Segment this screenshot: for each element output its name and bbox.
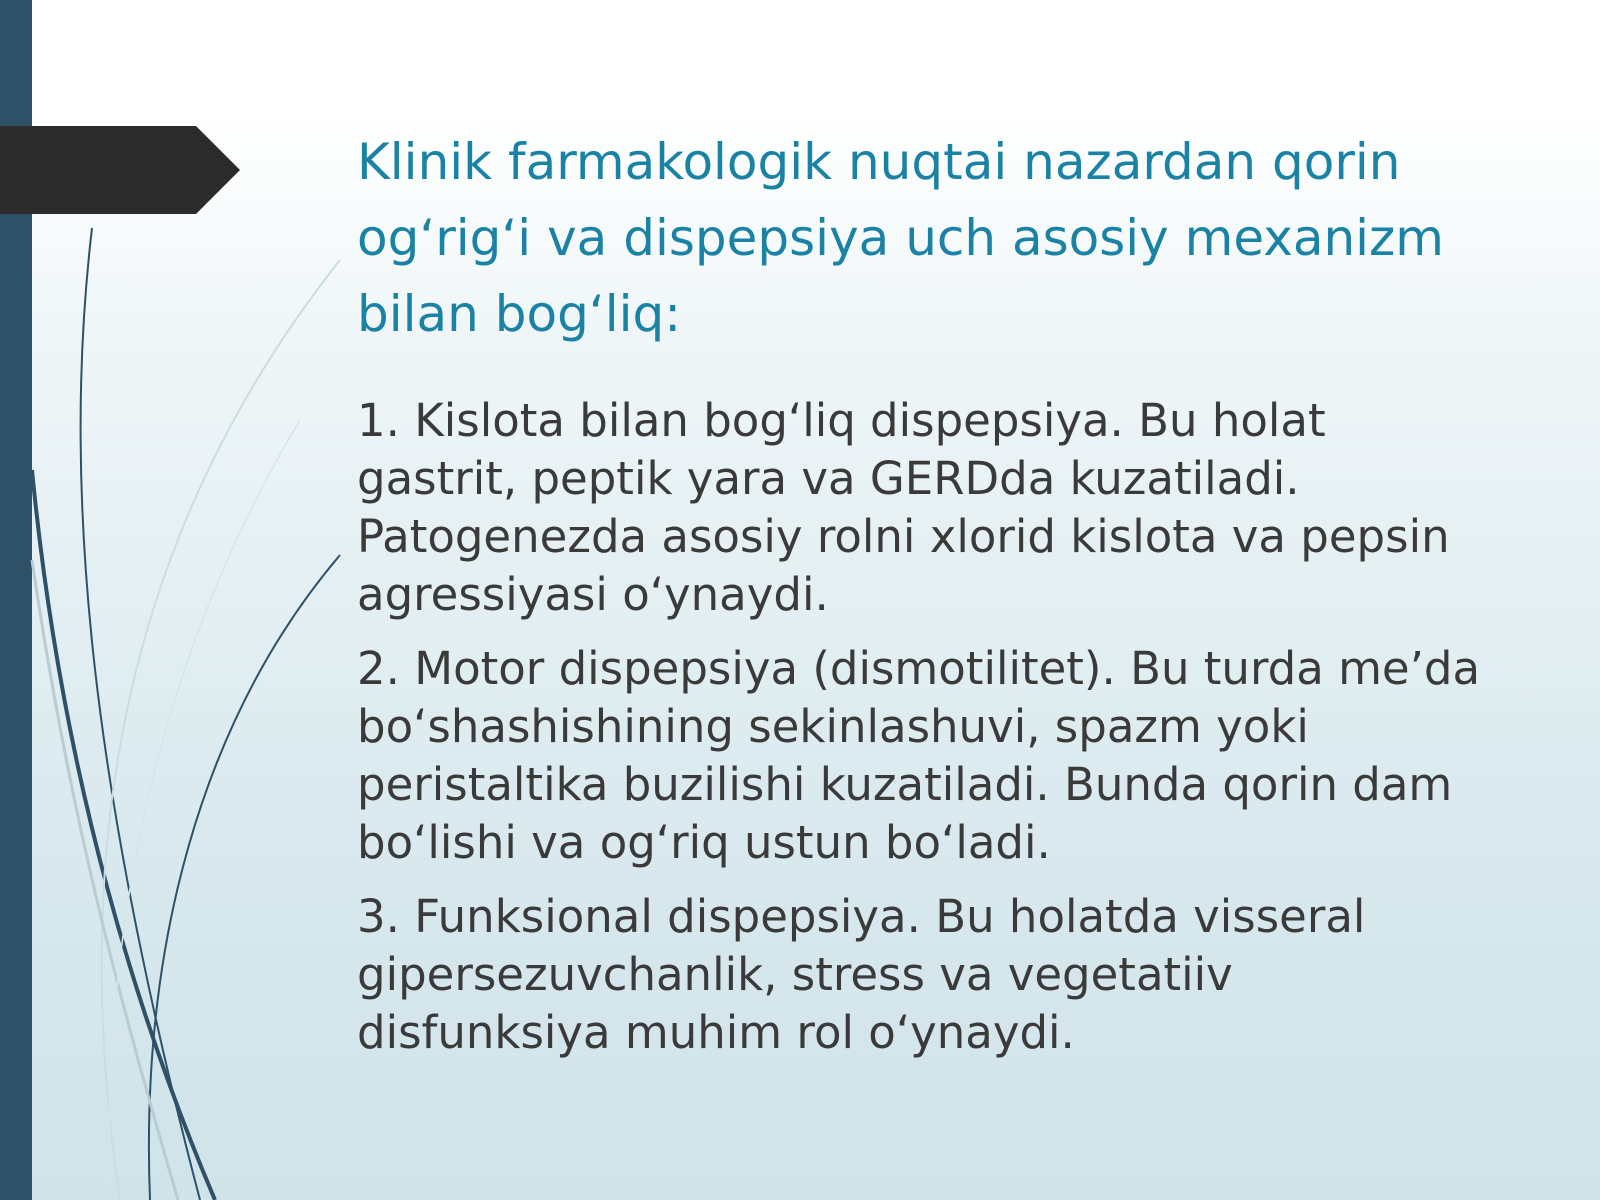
curve-light-3	[109, 420, 300, 1200]
paragraph-3: 3. Funksional dispepsiya. Bu holatda visseral gipersezuvchanlik, stress va vegetatiiv disfunksiya muhim rol o‘ynaydi.	[357, 890, 1366, 1059]
curve-dark-2	[32, 470, 215, 1200]
slide-title: Klinik farmakologik nuqtai nazardan qorin og‘rig‘i va dispepsiya uch asosiy mexanizm bilan bog‘liq:	[357, 133, 1445, 343]
title-arrow-shape	[0, 126, 240, 214]
paragraph-1: 1. Kislota bilan bog‘liq dispepsiya. Bu holat gastrit, peptik yara va GERDda kuzatiladi. Patogenezda asosiy rolni xlorid kislota va pepsin agressiyasi o‘ynaydi.	[357, 394, 1450, 621]
paragraph-2: 2. Motor dispepsiya (dismotilitet). Bu turda me’da bo‘shashishining sekinlashuvi, spazm yoki peristaltika buzilishi kuzatiladi. Bunda qorin dam bo‘lishi va og‘riq ustun bo‘ladi.	[357, 642, 1481, 869]
slide-content	[357, 124, 1497, 1078]
curve-dark-1	[81, 228, 200, 1200]
